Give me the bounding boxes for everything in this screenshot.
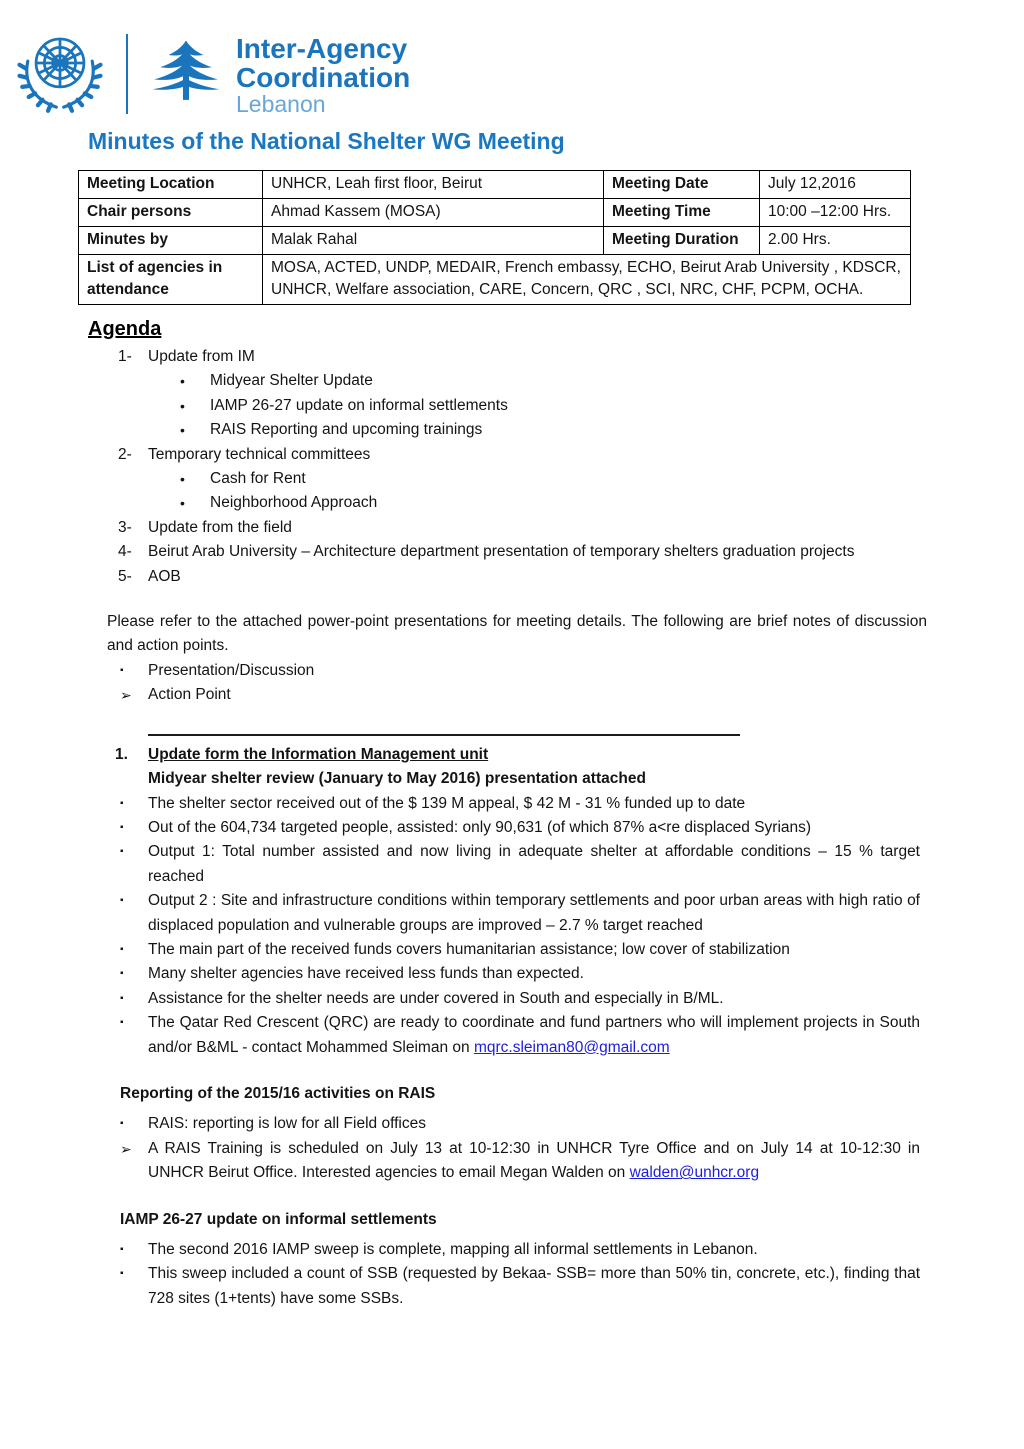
arrow-bullet-icon: ➢ [120, 1140, 132, 1157]
bullet-text: RAIS: reporting is low for all Field offices [148, 1115, 426, 1133]
table-row [79, 171, 911, 199]
round-bullet-icon: • [180, 422, 185, 439]
agenda-item-number: 1- [118, 348, 132, 365]
list-item [120, 840, 920, 889]
agenda-item-text: Update from IM [148, 348, 255, 365]
agenda-item-text: Beirut Arab University – Architecture department presentation of temporary shelters graduation projects [148, 543, 855, 561]
list-item [120, 816, 920, 840]
meeting-meta-table [78, 170, 911, 305]
table-row [79, 227, 911, 255]
un-logo-icon [14, 28, 106, 120]
legend-presentation [120, 659, 922, 683]
bullet-text: Out of the 604,734 targeted people, assisted: only 90,631 (of which 87% a<re displaced Syrians) [148, 818, 812, 836]
meta-value: Ahmad Kassem (MOSA) [263, 199, 604, 227]
agenda-item-number: 5- [118, 567, 132, 585]
list-item [120, 938, 920, 962]
square-bullet-icon: ▪ [120, 943, 124, 955]
legend-presentation-label: Presentation/Discussion [148, 661, 315, 679]
legend-action-label: Action Point [148, 686, 231, 704]
page-title: Minutes of the National Shelter WG Meeting [88, 128, 565, 154]
iamp-heading: IAMP 26-27 update on informal settlements [120, 1210, 437, 1228]
action-point-item [120, 1137, 920, 1186]
square-bullet-icon: ▪ [120, 895, 124, 907]
meta-value: July 12,2016 [760, 171, 911, 199]
list-item [120, 1262, 920, 1311]
org-line1: Inter-Agency [236, 33, 408, 64]
round-bullet-icon: • [180, 471, 185, 488]
list-item [120, 792, 920, 816]
agenda-item-number: 4- [118, 543, 132, 561]
agenda-sub-item [180, 418, 920, 442]
agenda-item [118, 516, 918, 540]
agenda-sub-item [180, 394, 920, 418]
org-line2: Coordination [236, 62, 411, 94]
list-item [120, 987, 920, 1011]
cedar-tree-icon [148, 28, 224, 116]
logo-divider [126, 34, 128, 114]
list-item [120, 889, 920, 938]
bullet-text: Output 1: Total number assisted and now living in adequate shelter at affordable conditions – 15 % target reached [148, 843, 920, 885]
meta-label: List of agencies in attendance [79, 255, 263, 305]
bullet-text: Assistance for the shelter needs are under covered in South and especially in B/ML. [148, 989, 724, 1007]
square-bullet-icon: ▪ [120, 1268, 124, 1280]
list-item [120, 962, 920, 986]
bullet-text: Output 2 : Site and infrastructure conditions within temporary settlements and poor urban areas with high ratio of displaced population and vulnerable groups are improved – 2.7 % target reached [148, 892, 920, 934]
round-bullet-icon: • [180, 373, 185, 390]
qatar-text: The Qatar Red Crescent (QRC) are ready to coordinate and fund partners who will implement projects in South and/or B&ML - contact Mohammed Sleiman on [148, 1014, 920, 1056]
round-bullet-icon: • [180, 495, 185, 512]
agenda-sub-item [180, 369, 920, 393]
bullet-text-with-link [148, 1011, 920, 1060]
bullet-text: Many shelter agencies have received less funds than expected. [148, 965, 584, 983]
list-item-qatar [120, 1011, 920, 1060]
square-bullet-icon: ▪ [120, 1244, 124, 1255]
section1-heading-row [115, 743, 920, 767]
agenda-item [118, 540, 918, 564]
action-text-with-link [148, 1137, 920, 1186]
agenda-sub-text: RAIS Reporting and upcoming trainings [210, 421, 483, 439]
section1-heading: Update form the Information Management unit [148, 745, 489, 763]
section-divider [148, 734, 740, 736]
meta-label: Meeting Date [604, 171, 760, 199]
agenda-item-text: Temporary technical committees [148, 445, 371, 463]
meta-value: UNHCR, Leah first floor, Beirut [263, 171, 604, 199]
meta-value-agencies: MOSA, ACTED, UNDP, MEDAIR, French embassy, ECHO, Beirut Arab University , KDSCR, UNHCR, Welfare association, CARE, Concern, QRC , SCI, NRC, CHF, PCPM, OCHA. [263, 255, 911, 305]
agenda-item-text: Update from the field [148, 518, 292, 536]
bullet-text: The shelter sector received out of the $ 139 M appeal, $ 42 M - 31 % funded up to date [148, 794, 746, 812]
meta-label: Meeting Duration [604, 227, 760, 255]
header [0, 0, 1024, 120]
agenda-sub-text: Midyear Shelter Update [210, 372, 373, 390]
arrow-bullet-icon: ➢ [120, 687, 132, 704]
agenda-sub-text: Cash for Rent [210, 470, 306, 488]
legend-action [120, 683, 922, 707]
bullet-text: The second 2016 IAMP sweep is complete, mapping all informal settlements in Lebanon. [148, 1241, 758, 1258]
list-item [120, 1238, 920, 1262]
square-bullet-icon: ▪ [120, 846, 124, 858]
meta-value: 10:00 –12:00 Hrs. [760, 199, 911, 227]
round-bullet-icon: • [180, 397, 185, 414]
agenda-sub-item [180, 467, 920, 491]
agenda-item-text: AOB [148, 567, 181, 585]
agenda-heading: Agenda [88, 318, 162, 340]
meta-value: Malak Rahal [263, 227, 604, 255]
rais-action-text: A RAIS Training is scheduled on July 13 at 10-12:30 in UNHCR Tyre Office and on July 14 at 10-12:30 in UNHCR Beirut Office. Interested agencies to email Megan Walden on [148, 1139, 920, 1182]
square-bullet-icon: ▪ [120, 821, 124, 833]
org-name [236, 28, 410, 117]
agenda-sub-text: Neighborhood Approach [210, 494, 378, 512]
square-bullet-icon: ▪ [120, 968, 124, 980]
bullet-text: The main part of the received funds covers humanitarian assistance; low cover of stabilization [148, 940, 790, 958]
intro-paragraph: Please refer to the attached power-point presentations for meeting details. The following are brief notes of discussion and action points. [107, 613, 927, 655]
square-bullet-icon: ▪ [120, 664, 124, 676]
section1-number: 1. [115, 745, 128, 763]
meta-label: Minutes by [79, 227, 263, 255]
agenda-item [118, 443, 918, 467]
meta-label: Chair persons [79, 199, 263, 227]
square-bullet-icon: ▪ [120, 1017, 124, 1029]
square-bullet-icon: ▪ [120, 1118, 124, 1130]
table-row [79, 199, 911, 227]
rais-heading: Reporting of the 2015/16 activities on RAIS [120, 1084, 436, 1102]
square-bullet-icon: ▪ [120, 992, 124, 1004]
qatar-email-link[interactable]: mqrc.sleiman80@gmail.com [473, 1038, 670, 1056]
list-item [120, 1112, 920, 1136]
meta-value: 2.00 Hrs. [760, 227, 911, 255]
org-line3: Lebanon [236, 91, 326, 118]
agenda-sub-item [180, 491, 920, 515]
square-bullet-icon: ▪ [120, 797, 124, 809]
bullet-text: This sweep included a count of SSB (requested by Bekaa- SSB= more than 50% tin, concrete, etc.), finding that 728 sites (1+tents) have some SSBs. [148, 1265, 920, 1307]
agenda-item-number: 2- [118, 445, 132, 463]
agenda-item [118, 345, 918, 369]
table-row [79, 255, 911, 305]
rais-email-link[interactable]: walden@unhcr.org [629, 1164, 760, 1182]
meta-label: Meeting Time [604, 199, 760, 227]
agenda-item-number: 3- [118, 518, 132, 536]
agenda-sub-text: IAMP 26-27 update on informal settlements [210, 396, 508, 414]
section1-subheading: Midyear shelter review (January to May 2016) presentation attached [148, 770, 646, 788]
meta-label: Meeting Location [79, 171, 263, 199]
agenda-item [118, 565, 918, 589]
